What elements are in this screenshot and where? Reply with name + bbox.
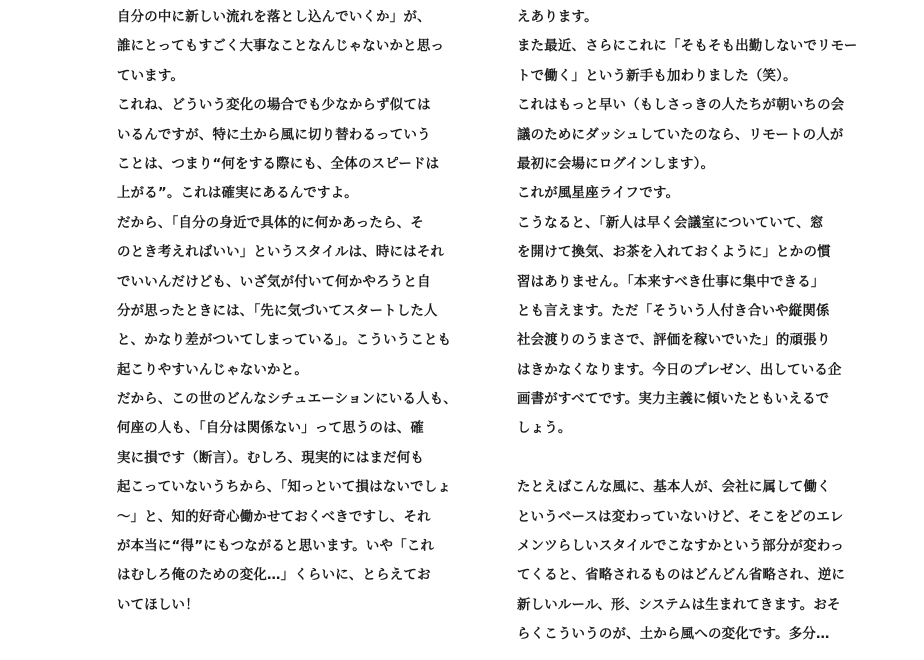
text-line: いてほしい！ <box>117 597 199 613</box>
left-text-column <box>117 3 469 620</box>
text-line: 誰にとってもすごく大事なことなんじゃないかと思っ <box>117 39 445 55</box>
text-line: しょう。 <box>517 421 572 437</box>
text-line: また最近、さらにこれに「そもそも出勤しないでリモー <box>517 39 858 55</box>
text-line: というベースは変わっていないけど、そこをどのエレ <box>517 509 844 525</box>
text-line: が本当に“得”にもつながると思います。いや「これ <box>117 539 435 555</box>
text-line: トで働く」という新手も加わりました（笑）。 <box>517 68 797 84</box>
text-line: だから、「自分の身近で具体的に何かあったら、そ <box>117 215 424 231</box>
text-line: これね、どういう変化の場合でも少なからず似ては <box>117 98 431 114</box>
text-line: はむしろ俺のための変化…」くらいに、とらえてお <box>117 568 431 584</box>
text-line: 議のためにダッシュしていたのなら、リモートの人が <box>517 127 844 143</box>
text-line: を開けて換気、お茶を入れておくように」とかの慣 <box>517 245 831 261</box>
text-line: と、かなり差がついてしまっている」。こういうことも <box>117 333 452 349</box>
text-line: ことは、つまり“何をする際にも、全体のスピードは <box>117 156 440 172</box>
text-line: ～」と、知的好奇心働かせておくべきですし、それ <box>117 509 431 525</box>
right-text-column <box>517 3 869 650</box>
text-line: だから、この世のどんなシチュエーションにいる人も、 <box>117 392 458 408</box>
text-line: はきかなくなります。今日のプレゼン、出している企 <box>517 362 842 378</box>
text-line: 新しいルール、形、システムは生まれてきます。おそ <box>517 597 841 613</box>
text-line: 社会渡りのうまさで、評価を稼いでいた」的頑張り <box>517 333 831 349</box>
text-line: メンツらしいスタイルでこなすかという部分が変わっ <box>517 539 844 555</box>
text-line: 習はありません。「本来すべき仕事に集中できる」 <box>517 274 825 290</box>
text-line: ています。 <box>117 68 185 84</box>
text-line: これが風星座ライフです。 <box>517 186 680 202</box>
text-line: いるんですが、特に土から風に切り替わるっていう <box>117 127 431 143</box>
paragraph-gap <box>517 444 869 473</box>
text-line: 何座の人も、「自分は関係ない」って思うのは、確 <box>117 421 425 437</box>
text-line: 最初に会場にログインします）。 <box>517 156 715 172</box>
text-line: 起こりやすいんじゃないかと。 <box>117 362 308 378</box>
text-line: 起こっていないうちから、「知っといて損はないでしょ <box>117 480 452 496</box>
text-line: たとえばこんな風に、基本人が、会社に属して働く <box>517 480 831 496</box>
text-line: 画書がすべてです。実力主義に傾いたともいえるで <box>517 392 830 408</box>
text-line: らくこういうのが、土から風への変化です。多分… <box>517 627 830 643</box>
text-line: 実に損です（断言）。むしろ、現実的にはまだ何も <box>117 450 425 466</box>
text-line: でいいんだけども、いざ気が付いて何かやろうと自 <box>117 274 431 290</box>
text-line: とも言えます。ただ「そういう人付き合いや縦関係 <box>517 303 830 319</box>
text-line: 上がる”。これは確実にあるんですよ。 <box>117 186 358 202</box>
text-line: 分が思ったときには、「先に気づいてスタートした人 <box>117 303 438 319</box>
text-line: これはもっと早い（もしさっきの人たちが朝いちの会 <box>517 98 845 114</box>
text-line: のとき考えればいい」というスタイルは、時にはそれ <box>117 245 445 261</box>
text-line: 自分の中に新しい流れを落とし込んでいくか」が、 <box>117 10 431 25</box>
text-line: てくると、省略されるものはどんどん省略され、逆に <box>517 568 846 584</box>
text-line: こうなると、「新人は早く会議室についていて、窓 <box>517 215 824 231</box>
text-line: えあります。 <box>517 10 598 25</box>
